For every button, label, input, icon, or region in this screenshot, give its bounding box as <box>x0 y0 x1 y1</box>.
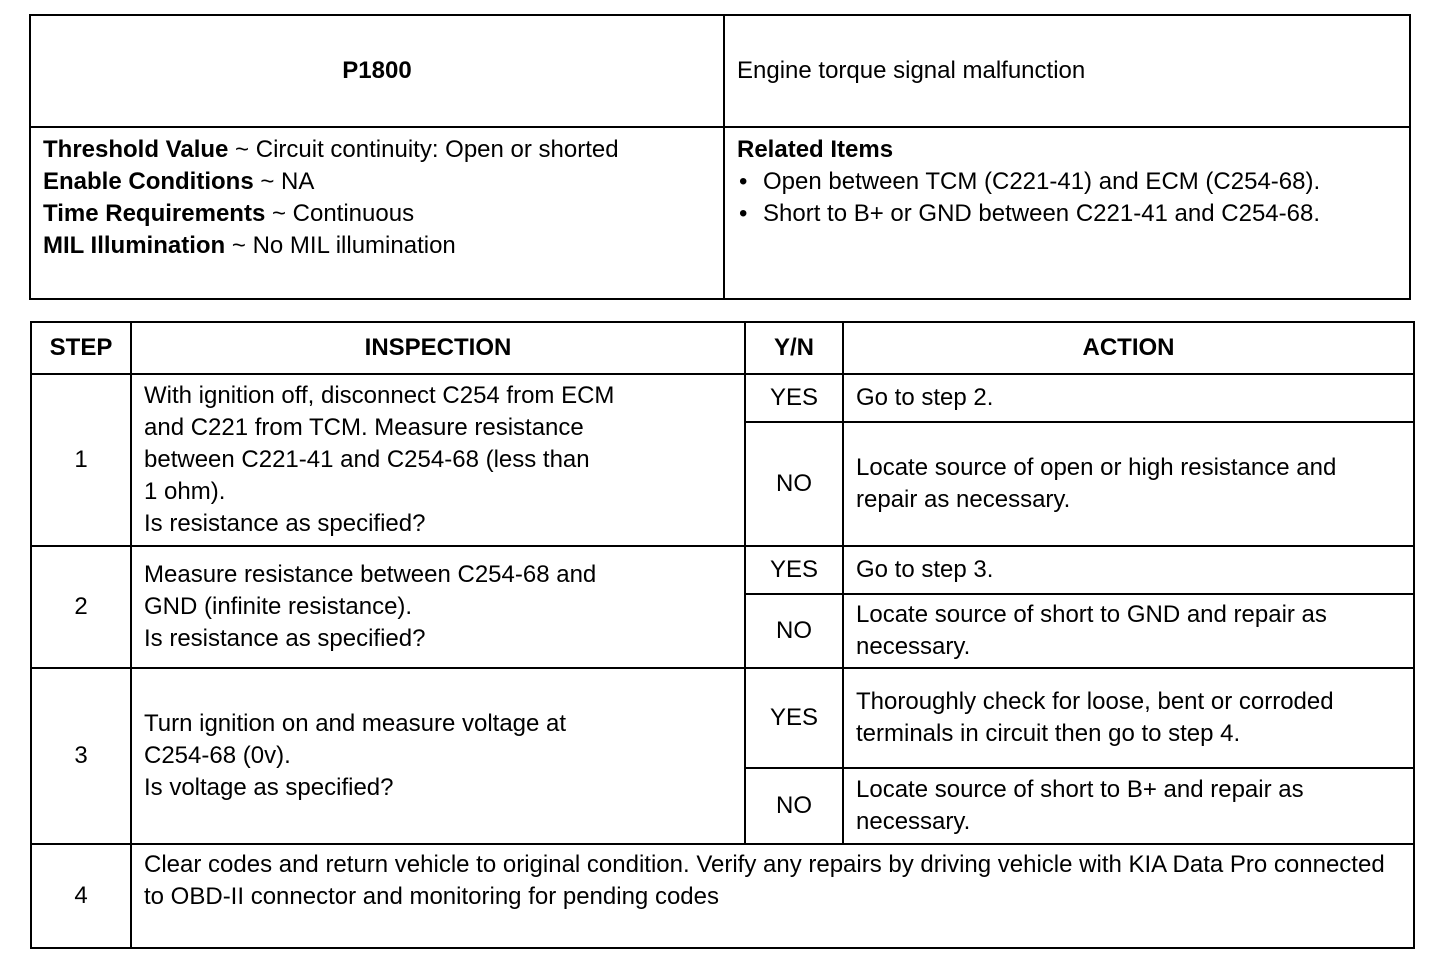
step-number: 4 <box>31 844 131 948</box>
table-header-row <box>31 322 1414 374</box>
inspection-line: Is resistance as specified? <box>144 510 426 537</box>
condition-separator: ~ <box>265 200 293 227</box>
related-items-cell <box>724 127 1410 299</box>
dtc-description: Engine torque signal malfunction <box>724 15 1410 127</box>
table-row <box>31 844 1414 948</box>
condition-mil <box>43 230 713 262</box>
inspection-line: and C221 from TCM. Measure resistance <box>144 414 584 441</box>
condition-enable <box>43 166 713 198</box>
inspection-line: Measure resistance between C254-68 and <box>144 561 597 588</box>
condition-label: Time Requirements <box>43 200 266 227</box>
yes-action: Go to step 2. <box>843 374 1414 422</box>
condition-label: Enable Conditions <box>43 168 254 195</box>
condition-separator: ~ <box>228 136 256 163</box>
header-step: STEP <box>31 322 131 374</box>
step-inspection <box>131 546 745 668</box>
no-label: NO <box>745 594 843 668</box>
inspection-line: C254-68 (0v). <box>144 742 291 769</box>
step-inspection <box>131 374 745 546</box>
table-row <box>31 546 1414 594</box>
header-action: ACTION <box>843 322 1414 374</box>
inspection-line: Is voltage as specified? <box>144 774 394 801</box>
inspection-line: Is resistance as specified? <box>144 625 426 652</box>
related-items-title: Related Items <box>737 136 894 163</box>
yes-label: YES <box>745 668 843 768</box>
related-item: • Short to B+ or GND between C221-41 and C254-68. <box>759 198 1399 230</box>
final-step-text: Clear codes and return vehicle to original condition. Verify any repairs by driving vehicle with KIA Data Pro connected to OBD-II connector and monitoring for pending codes <box>131 844 1414 948</box>
condition-value: NA <box>281 168 315 195</box>
inspection-line: Turn ignition on and measure voltage at <box>144 710 567 737</box>
conditions-cell <box>30 127 724 299</box>
inspection-line: 1 ohm). <box>144 478 226 505</box>
step-number: 2 <box>31 546 131 668</box>
condition-label: Threshold Value <box>43 136 229 163</box>
yes-label: YES <box>745 374 843 422</box>
condition-value: Circuit continuity: Open or shorted <box>255 136 619 163</box>
condition-separator: ~ <box>225 232 253 259</box>
yes-action: Go to step 3. <box>843 546 1414 594</box>
step-inspection <box>131 668 745 844</box>
related-item: • Open between TCM (C221-41) and ECM (C254-68). <box>759 166 1399 198</box>
related-items-list <box>737 166 1399 230</box>
no-action: Locate source of short to GND and repair as necessary. <box>843 594 1414 668</box>
no-action: Locate source of open or high resistance and repair as necessary. <box>843 422 1414 546</box>
yes-action: Thoroughly check for loose, bent or corroded terminals in circuit then go to step 4. <box>843 668 1414 768</box>
condition-value: Continuous <box>292 200 415 227</box>
step-number: 3 <box>31 668 131 844</box>
step-number: 1 <box>31 374 131 546</box>
table-row <box>31 374 1414 422</box>
inspection-line: With ignition off, disconnect C254 from ECM <box>144 382 615 409</box>
inspection-steps-table <box>30 321 1415 949</box>
inspection-line: GND (infinite resistance). <box>144 593 413 620</box>
condition-label: MIL Illumination <box>43 232 226 259</box>
no-label: NO <box>745 422 843 546</box>
condition-time <box>43 198 713 230</box>
condition-value: No MIL illumination <box>252 232 456 259</box>
condition-separator: ~ <box>253 168 282 195</box>
dtc-header-table <box>29 14 1411 300</box>
header-yn: Y/N <box>745 322 843 374</box>
no-label: NO <box>745 768 843 844</box>
table-row <box>31 668 1414 768</box>
no-action: Locate source of short to B+ and repair as necessary. <box>843 768 1414 844</box>
condition-threshold <box>43 134 713 166</box>
inspection-line: between C221-41 and C254-68 (less than <box>144 446 590 473</box>
dtc-code: P1800 <box>30 15 724 127</box>
yes-label: YES <box>745 546 843 594</box>
header-inspection: INSPECTION <box>131 322 745 374</box>
